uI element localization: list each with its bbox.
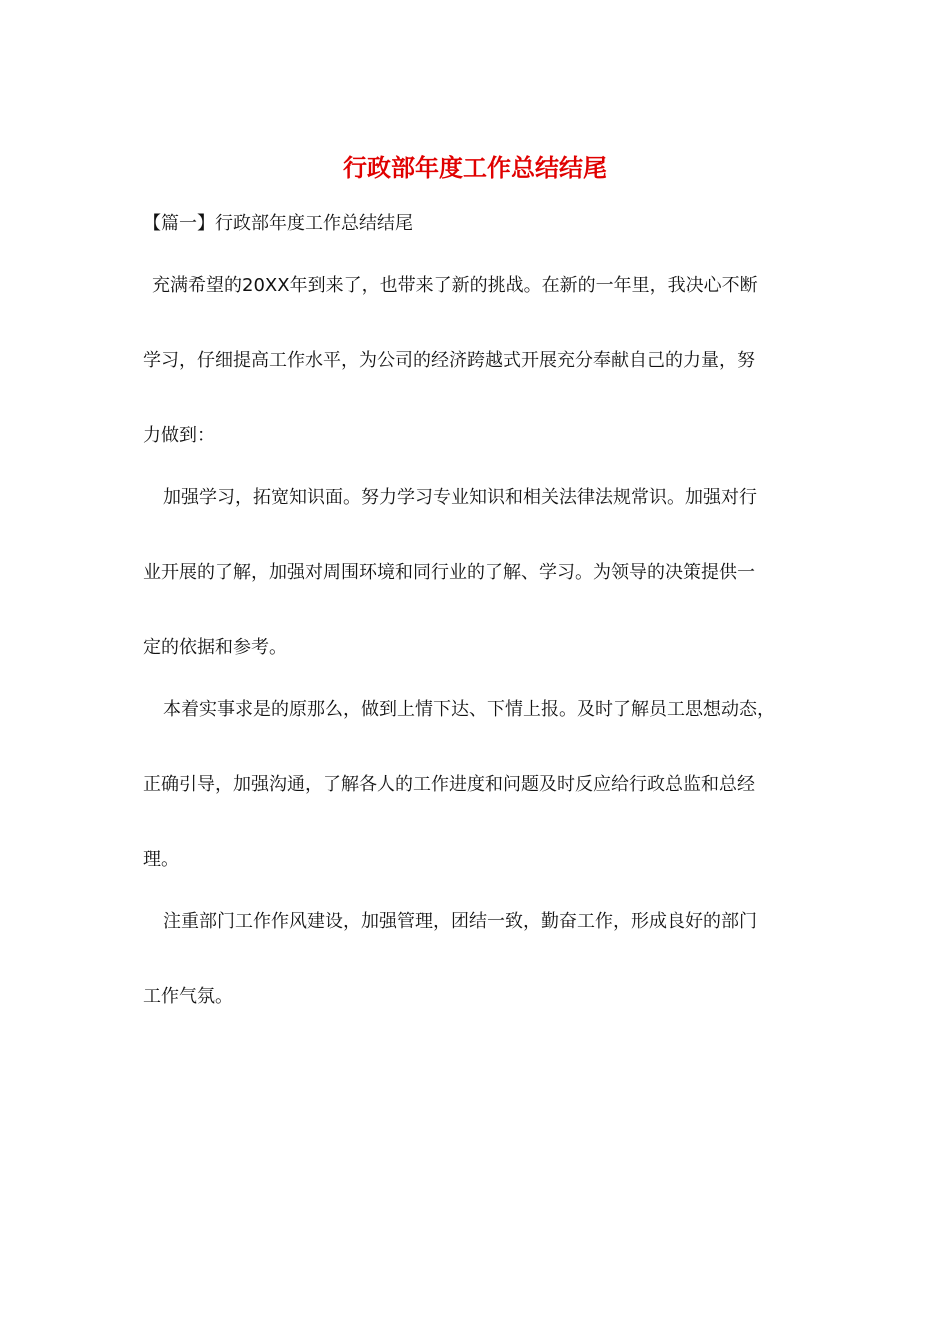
document-title: 行政部年度工作总结结尾: [343, 153, 607, 182]
paragraph-line: 理。: [143, 849, 179, 870]
section-heading: 【篇一】行政部年度工作总结结尾: [143, 213, 413, 234]
paragraph-line: 定的依据和参考。: [143, 637, 287, 658]
paragraph-line: 加强学习，拓宽知识面。努力学习专业知识和相关法律法规常识。加强对行: [163, 487, 757, 508]
paragraph-line: 本着实事求是的原那么，做到上情下达、下情上报。及时了解员工思想动态，: [163, 699, 775, 720]
paragraph-line: 力做到：: [143, 425, 215, 446]
paragraph-line: 业开展的了解，加强对周围环境和同行业的了解、学习。为领导的决策提供一: [143, 562, 755, 583]
paragraph-line: 正确引导，加强沟通，了解各人的工作进度和问题及时反应给行政总监和总经: [143, 774, 755, 795]
paragraph-line: 注重部门工作作风建设，加强管理，团结一致，勤奋工作，形成良好的部门: [163, 911, 757, 932]
paragraph-line: 充满希望的20XX年到来了，也带来了新的挑战。在新的一年里，我决心不断: [152, 275, 758, 296]
paragraph-line: 工作气氛。: [143, 986, 233, 1007]
paragraph-line: 学习，仔细提高工作水平，为公司的经济跨越式开展充分奉献自己的力量，努: [143, 350, 755, 371]
